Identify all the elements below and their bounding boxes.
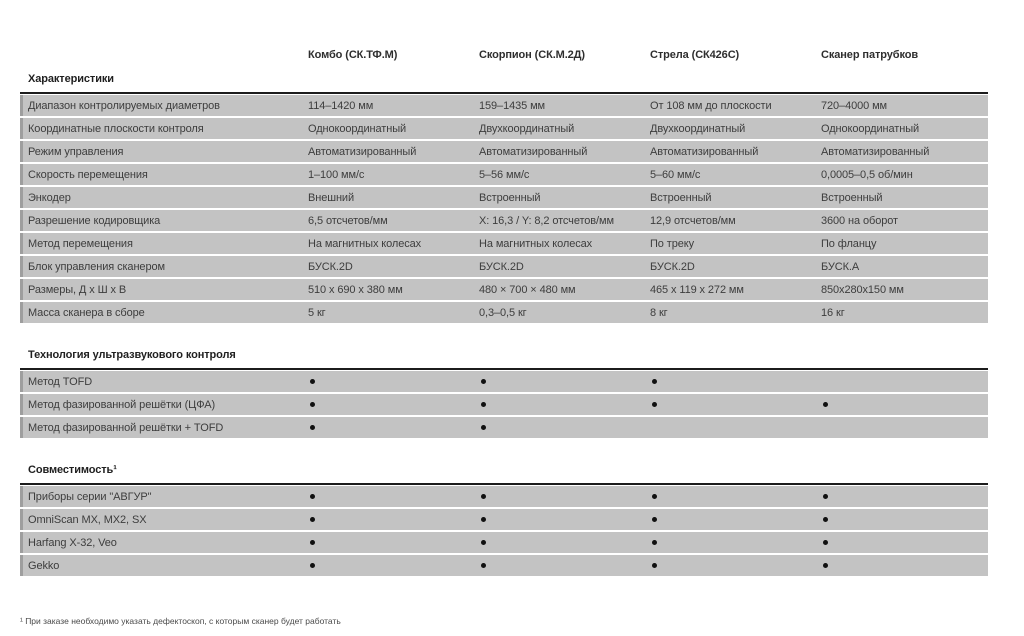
cell-feature — [308, 537, 479, 549]
cell-value: 5 кг — [308, 306, 326, 319]
feature-dot-icon — [481, 563, 486, 568]
cell-value: 159–1435 мм — [479, 99, 546, 112]
cell-feature — [650, 399, 821, 411]
cell-value: Встроенный — [479, 191, 541, 204]
table-row — [20, 233, 988, 254]
cell-value: По фланцу — [821, 237, 877, 250]
cell-value: Однокоординатный — [821, 122, 920, 135]
feature-dot-icon — [310, 402, 315, 407]
column-header: Сканер патрубков — [821, 49, 918, 61]
cell-feature — [821, 399, 988, 411]
cell-value: 6,5 отсчетов/мм — [308, 214, 388, 227]
table-row — [20, 141, 988, 162]
cell-value: Двухкоординатный — [479, 122, 575, 135]
section-block — [20, 483, 988, 576]
cell-value: БУСК.2D — [308, 260, 353, 273]
column-header: Стрела (СК426С) — [650, 49, 740, 61]
cell-value: 3600 на оборот — [821, 214, 898, 227]
table-row — [20, 256, 988, 277]
cell-feature — [650, 491, 821, 503]
table-row — [20, 187, 988, 208]
table-row — [20, 532, 988, 553]
row-label: Масса сканера в сборе — [28, 306, 145, 319]
table-row — [20, 210, 988, 231]
row-label: Энкодер — [28, 191, 71, 204]
feature-dot-icon — [652, 540, 657, 545]
cell-feature — [479, 560, 650, 572]
section-block — [20, 92, 988, 323]
feature-dot-icon — [481, 425, 486, 430]
cell-feature — [821, 514, 988, 526]
feature-dot-icon — [652, 379, 657, 384]
cell-value: Автоматизированный — [650, 145, 759, 158]
footnote: ¹ При заказе необходимо указать дефектоскоп, с которым сканер будет работать — [20, 616, 341, 626]
table-row — [20, 95, 988, 116]
section-block — [20, 368, 988, 438]
cell-value: 1–100 мм/с — [308, 168, 365, 181]
cell-value: 0,0005–0,5 об/мин — [821, 168, 913, 181]
cell-value: 8 кг — [650, 306, 668, 319]
cell-value: БУСК.2D — [479, 260, 524, 273]
feature-dot-icon — [481, 379, 486, 384]
feature-dot-icon — [652, 563, 657, 568]
cell-value: По треку — [650, 237, 694, 250]
cell-value: 12,9 отсчетов/мм — [650, 214, 736, 227]
cell-feature — [308, 514, 479, 526]
cell-feature — [650, 376, 821, 388]
feature-dot-icon — [481, 517, 486, 522]
feature-dot-icon — [823, 517, 828, 522]
table-row — [20, 486, 988, 507]
cell-value: 850x280x150 мм — [821, 283, 904, 296]
cell-feature — [821, 491, 988, 503]
cell-feature — [479, 537, 650, 549]
cell-value: 465 x 119 x 272 мм — [650, 283, 744, 296]
cell-value: 720–4000 мм — [821, 99, 888, 112]
feature-dot-icon — [481, 494, 486, 499]
table-row — [20, 118, 988, 139]
row-label: Gekko — [28, 559, 60, 572]
row-label: Метод фазированной решётки (ЦФА) — [28, 398, 216, 411]
row-label: Режим управления — [28, 145, 124, 158]
row-label: OmniScan MX, MX2, SX — [28, 513, 147, 526]
cell-value: Внешний — [308, 191, 355, 204]
cell-value: Однокоординатный — [308, 122, 407, 135]
cell-value: 0,3–0,5 кг — [479, 306, 527, 319]
cell-feature — [308, 491, 479, 503]
cell-value: X: 16,3 / Y: 8,2 отсчетов/мм — [479, 214, 614, 227]
feature-dot-icon — [823, 494, 828, 499]
cell-value: Двухкоординатный — [650, 122, 746, 135]
cell-value: Встроенный — [821, 191, 883, 204]
cell-feature — [479, 422, 650, 434]
cell-value: БУСК.А — [821, 260, 860, 273]
feature-dot-icon — [310, 517, 315, 522]
feature-dot-icon — [823, 540, 828, 545]
cell-feature — [479, 514, 650, 526]
section-title: Характеристики — [28, 73, 114, 85]
cell-value: 480 × 700 × 480 мм — [479, 283, 576, 296]
comparison-table — [20, 73, 988, 576]
cell-feature — [650, 537, 821, 549]
feature-dot-icon — [310, 379, 315, 384]
cell-value: Автоматизированный — [821, 145, 930, 158]
section-title: Технология ультразвукового контроля — [28, 349, 236, 361]
cell-value: От 108 мм до плоскости — [650, 99, 772, 112]
feature-dot-icon — [652, 517, 657, 522]
cell-feature — [479, 376, 650, 388]
feature-dot-icon — [310, 494, 315, 499]
cell-value: 5–60 мм/с — [650, 168, 701, 181]
cell-feature — [821, 537, 988, 549]
table-row — [20, 302, 988, 323]
cell-feature — [821, 560, 988, 572]
feature-dot-icon — [310, 563, 315, 568]
feature-dot-icon — [481, 402, 486, 407]
row-label: Метод TOFD — [28, 375, 93, 388]
feature-dot-icon — [481, 540, 486, 545]
table-row — [20, 394, 988, 415]
row-label: Размеры, Д х Ш х В — [28, 283, 127, 296]
row-label: Разрешение кодировщика — [28, 214, 161, 227]
cell-value: 510 x 690 x 380 мм — [308, 283, 403, 296]
section-title: Совместимость¹ — [28, 464, 117, 476]
cell-feature — [479, 399, 650, 411]
row-label: Harfang X-32, Veo — [28, 536, 117, 549]
column-headers — [20, 48, 988, 61]
feature-dot-icon — [823, 563, 828, 568]
cell-value: На магнитных колесах — [308, 237, 422, 250]
row-label: Метод перемещения — [28, 237, 133, 250]
cell-value: Автоматизированный — [308, 145, 417, 158]
table-row — [20, 509, 988, 530]
table-row — [20, 371, 988, 392]
table-row — [20, 164, 988, 185]
table-row — [20, 417, 988, 438]
row-label: Скорость перемещения — [28, 168, 148, 181]
feature-dot-icon — [652, 402, 657, 407]
cell-value: 5–56 мм/с — [479, 168, 530, 181]
cell-value: 16 кг — [821, 306, 845, 319]
cell-feature — [650, 560, 821, 572]
column-header: Комбо (СК.ТФ.М) — [308, 49, 398, 61]
row-label: Координатные плоскости контроля — [28, 122, 204, 135]
feature-dot-icon — [823, 402, 828, 407]
cell-value: 114–1420 мм — [308, 99, 374, 112]
cell-value: Встроенный — [650, 191, 712, 204]
column-header: Скорпион (СК.М.2Д) — [479, 49, 585, 61]
row-label: Блок управления сканером — [28, 260, 165, 273]
row-label: Диапазон контролируемых диаметров — [28, 99, 220, 112]
feature-dot-icon — [652, 494, 657, 499]
cell-feature — [308, 399, 479, 411]
table-row — [20, 279, 988, 300]
cell-feature — [308, 560, 479, 572]
feature-dot-icon — [310, 425, 315, 430]
cell-value: Автоматизированный — [479, 145, 588, 158]
cell-feature — [308, 422, 479, 434]
row-label: Метод фазированной решётки + TOFD — [28, 421, 224, 434]
row-label: Приборы серии "АВГУР" — [28, 490, 152, 503]
cell-feature — [479, 491, 650, 503]
cell-value: БУСК.2D — [650, 260, 695, 273]
table-row — [20, 555, 988, 576]
cell-value: На магнитных колесах — [479, 237, 593, 250]
cell-feature — [308, 376, 479, 388]
feature-dot-icon — [310, 540, 315, 545]
cell-feature — [650, 514, 821, 526]
